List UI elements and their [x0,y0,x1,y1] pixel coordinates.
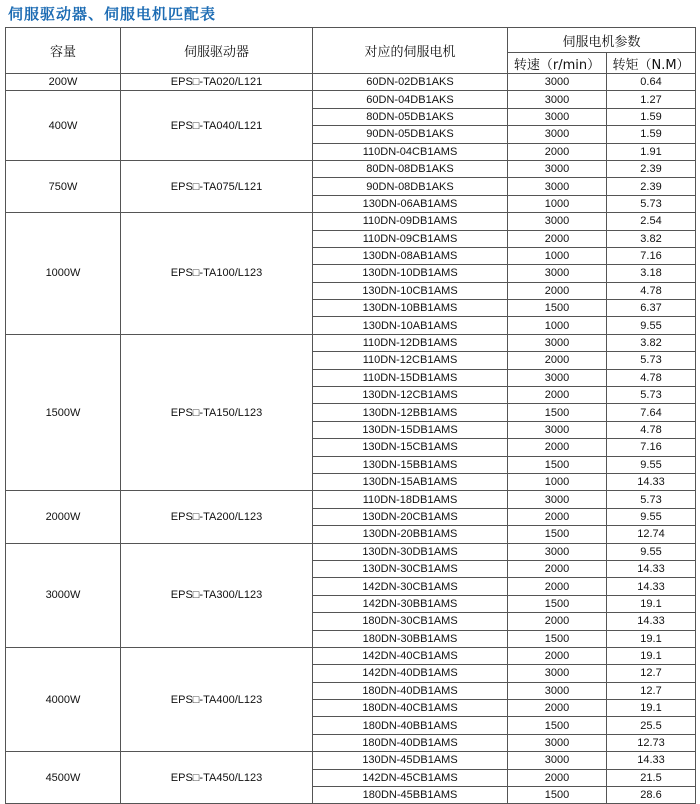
torque-cell: 28.6 [607,787,696,804]
motor-model-cell: 142DN-40CB1AMS [313,647,508,664]
torque-cell: 19.1 [607,700,696,717]
speed-cell: 1500 [508,404,607,421]
capacity-cell: 750W [6,160,121,212]
table-row [6,491,696,508]
torque-cell: 5.73 [607,387,696,404]
speed-cell: 3000 [508,334,607,351]
motor-model-cell: 110DN-09CB1AMS [313,230,508,247]
motor-model-cell: 80DN-08DB1AKS [313,160,508,177]
motor-model-cell: 130DN-10AB1AMS [313,317,508,334]
table-row [6,160,696,177]
speed-cell: 2000 [508,282,607,299]
speed-cell: 3000 [508,491,607,508]
torque-cell: 25.5 [607,717,696,734]
driver-cell: EPS□-TA020/L121 [121,74,313,91]
motor-model-cell: 180DN-40BB1AMS [313,717,508,734]
table-row [6,543,696,560]
motor-model-cell: 130DN-10CB1AMS [313,282,508,299]
motor-model-cell: 130DN-08AB1AMS [313,247,508,264]
speed-cell: 1000 [508,473,607,490]
motor-model-cell: 110DN-15DB1AMS [313,369,508,386]
table-row [6,647,696,664]
motor-model-cell: 180DN-30BB1AMS [313,630,508,647]
torque-cell: 7.16 [607,439,696,456]
torque-cell: 9.55 [607,508,696,525]
motor-model-cell: 180DN-30CB1AMS [313,613,508,630]
header-speed: 转速（r/min） [508,53,607,74]
torque-cell: 4.78 [607,369,696,386]
speed-cell: 1500 [508,595,607,612]
torque-cell: 1.59 [607,108,696,125]
motor-model-cell: 60DN-04DB1AKS [313,91,508,108]
speed-cell: 3000 [508,108,607,125]
speed-cell: 3000 [508,126,607,143]
torque-cell: 1.91 [607,143,696,160]
table-row [6,752,696,769]
motor-model-cell: 130DN-15DB1AMS [313,421,508,438]
speed-cell: 1500 [508,630,607,647]
torque-cell: 14.33 [607,578,696,595]
speed-cell: 2000 [508,439,607,456]
speed-cell: 3000 [508,74,607,91]
motor-model-cell: 110DN-18DB1AMS [313,491,508,508]
motor-model-cell: 180DN-40CB1AMS [313,700,508,717]
speed-cell: 1000 [508,195,607,212]
torque-cell: 6.37 [607,300,696,317]
motor-model-cell: 90DN-05DB1AKS [313,126,508,143]
driver-cell: EPS□-TA040/L121 [121,91,313,161]
motor-model-cell: 142DN-45CB1AMS [313,769,508,786]
motor-model-cell: 130DN-15BB1AMS [313,456,508,473]
speed-cell: 2000 [508,387,607,404]
motor-model-cell: 130DN-12CB1AMS [313,387,508,404]
speed-cell: 2000 [508,352,607,369]
speed-cell: 3000 [508,265,607,282]
speed-cell: 2000 [508,647,607,664]
table-row [6,213,696,230]
table-row [6,334,696,351]
torque-cell: 14.33 [607,613,696,630]
capacity-cell: 1500W [6,334,121,491]
speed-cell: 2000 [508,769,607,786]
motor-model-cell: 130DN-20BB1AMS [313,526,508,543]
motor-model-cell: 130DN-12BB1AMS [313,404,508,421]
torque-cell: 9.55 [607,543,696,560]
motor-model-cell: 130DN-06AB1AMS [313,195,508,212]
capacity-cell: 400W [6,91,121,161]
speed-cell: 2000 [508,560,607,577]
speed-cell: 1000 [508,247,607,264]
torque-cell: 3.82 [607,334,696,351]
driver-cell: EPS□-TA450/L123 [121,752,313,804]
torque-cell: 4.78 [607,282,696,299]
motor-model-cell: 142DN-30CB1AMS [313,578,508,595]
capacity-cell: 1000W [6,213,121,335]
motor-model-cell: 180DN-45BB1AMS [313,787,508,804]
capacity-cell: 3000W [6,543,121,647]
motor-model-cell: 130DN-45DB1AMS [313,752,508,769]
driver-cell: EPS□-TA100/L123 [121,213,313,335]
speed-cell: 3000 [508,369,607,386]
driver-cell: EPS□-TA400/L123 [121,647,313,751]
capacity-cell: 4500W [6,752,121,804]
header-driver: 伺服驱动器 [121,28,313,74]
driver-cell: EPS□-TA075/L121 [121,160,313,212]
speed-cell: 2000 [508,230,607,247]
page-title: 伺服驱动器、伺服电机匹配表 [8,5,217,23]
torque-cell: 14.33 [607,560,696,577]
motor-model-cell: 130DN-15AB1AMS [313,473,508,490]
torque-cell: 4.78 [607,421,696,438]
speed-cell: 1500 [508,787,607,804]
torque-cell: 12.7 [607,665,696,682]
speed-cell: 2000 [508,613,607,630]
torque-cell: 1.27 [607,91,696,108]
motor-model-cell: 130DN-20CB1AMS [313,508,508,525]
torque-cell: 14.33 [607,473,696,490]
torque-cell: 12.73 [607,734,696,751]
motor-model-cell: 130DN-15CB1AMS [313,439,508,456]
torque-cell: 2.39 [607,160,696,177]
torque-cell: 5.73 [607,352,696,369]
torque-cell: 5.73 [607,491,696,508]
torque-cell: 14.33 [607,752,696,769]
torque-cell: 7.16 [607,247,696,264]
speed-cell: 3000 [508,682,607,699]
speed-cell: 2000 [508,578,607,595]
torque-cell: 2.54 [607,213,696,230]
capacity-cell: 4000W [6,647,121,751]
header-torque: 转矩（N.M） [607,53,696,74]
torque-cell: 21.5 [607,769,696,786]
table-row [6,91,696,108]
servo-matching-table [5,27,696,804]
speed-cell: 1500 [508,526,607,543]
speed-cell: 1500 [508,456,607,473]
table-body [6,74,696,804]
motor-model-cell: 110DN-04CB1AMS [313,143,508,160]
motor-model-cell: 110DN-12CB1AMS [313,352,508,369]
table-row [6,74,696,91]
torque-cell: 2.39 [607,178,696,195]
speed-cell: 3000 [508,421,607,438]
torque-cell: 3.18 [607,265,696,282]
driver-cell: EPS□-TA150/L123 [121,334,313,491]
motor-model-cell: 110DN-12DB1AMS [313,334,508,351]
torque-cell: 12.74 [607,526,696,543]
capacity-cell: 200W [6,74,121,91]
torque-cell: 0.64 [607,74,696,91]
torque-cell: 19.1 [607,647,696,664]
torque-cell: 3.82 [607,230,696,247]
speed-cell: 2000 [508,143,607,160]
torque-cell: 7.64 [607,404,696,421]
torque-cell: 9.55 [607,317,696,334]
torque-cell: 1.59 [607,126,696,143]
speed-cell: 3000 [508,178,607,195]
table-header [6,28,696,74]
driver-cell: EPS□-TA300/L123 [121,543,313,647]
driver-cell: EPS□-TA200/L123 [121,491,313,543]
speed-cell: 3000 [508,213,607,230]
speed-cell: 1500 [508,300,607,317]
torque-cell: 9.55 [607,456,696,473]
header-motor-params: 伺服电机参数 [508,28,696,53]
speed-cell: 1000 [508,317,607,334]
speed-cell: 3000 [508,734,607,751]
capacity-cell: 2000W [6,491,121,543]
torque-cell: 19.1 [607,595,696,612]
motor-model-cell: 130DN-30CB1AMS [313,560,508,577]
motor-model-cell: 60DN-02DB1AKS [313,74,508,91]
motor-model-cell: 130DN-10BB1AMS [313,300,508,317]
torque-cell: 5.73 [607,195,696,212]
speed-cell: 3000 [508,543,607,560]
speed-cell: 3000 [508,160,607,177]
motor-model-cell: 142DN-30BB1AMS [313,595,508,612]
header-capacity: 容量 [6,28,121,74]
motor-model-cell: 80DN-05DB1AKS [313,108,508,125]
motor-model-cell: 130DN-30DB1AMS [313,543,508,560]
speed-cell: 2000 [508,700,607,717]
motor-model-cell: 180DN-40DB1AMS [313,682,508,699]
motor-model-cell: 110DN-09DB1AMS [313,213,508,230]
speed-cell: 1500 [508,717,607,734]
speed-cell: 2000 [508,508,607,525]
motor-model-cell: 130DN-10DB1AMS [313,265,508,282]
torque-cell: 12.7 [607,682,696,699]
motor-model-cell: 180DN-40DB1AMS [313,734,508,751]
speed-cell: 3000 [508,665,607,682]
speed-cell: 3000 [508,752,607,769]
torque-cell: 19.1 [607,630,696,647]
speed-cell: 3000 [508,91,607,108]
motor-model-cell: 90DN-08DB1AKS [313,178,508,195]
header-motor: 对应的伺服电机 [313,28,508,74]
motor-model-cell: 142DN-40DB1AMS [313,665,508,682]
